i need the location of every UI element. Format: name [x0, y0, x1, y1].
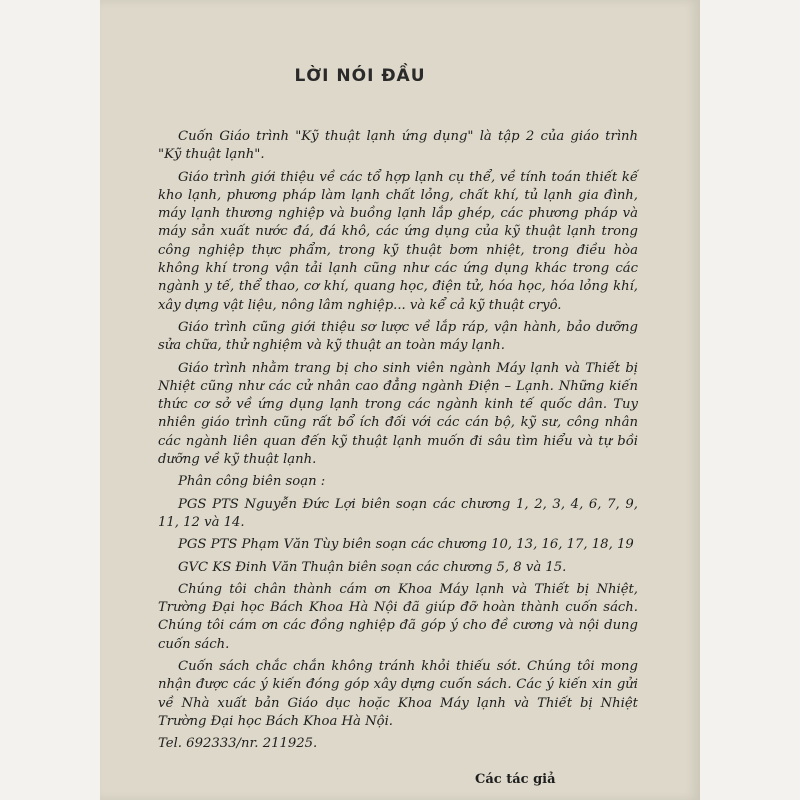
background-right — [700, 0, 800, 800]
paragraph-audience: Giáo trình nhằm trang bị cho sinh viên ngành Máy lạnh và Thiết bị Nhiệt cũng như các cử nhân cao đẳng ngành Điện – Lạnh. Những kiến thức cơ sở về ứng dụng lạnh trong các ngành kinh tế quốc dân. Tuy nhiên giáo trình cũng rất bổ ích đối với các cán bộ, kỹ sư, công nhân các ngành liên quan đến kỹ thuật lạnh muốn đi sâu tìm hiểu và tự bồi dưỡng về kỹ thuật lạnh. — [158, 360, 638, 468]
page-title: LỜI NÓI ĐẦU — [294, 66, 426, 86]
paragraph-authors-heading: Phân công biên soạn : — [178, 474, 326, 490]
background-left — [0, 0, 100, 800]
paragraph-author-2: PGS PTS Phạm Văn Tùy biên soạn các chương 10, 13, 16, 17, 18, 19 — [178, 537, 634, 553]
paragraph-author-3: GVC KS Đinh Văn Thuận biên soạn các chương 5, 8 và 15. — [178, 559, 567, 575]
paragraph-feedback: Cuốn sách chắc chắn không tránh khỏi thiếu sót. Chúng tôi mong nhận được các ý kiến đóng góp xây dựng cuốn sách. Các ý kiến xin gửi về Nhà xuất bản Giáo dục hoặc Khoa Máy lạnh và Thiết bị Nhiệt Trường Đại học Bách Khoa Hà Nội. — [158, 659, 638, 729]
paragraph-thanks: Chúng tôi chân thành cám ơn Khoa Máy lạnh và Thiết bị Nhiệt, Trường Đại học Bách Khoa Hà Nội đã giúp đỡ hoàn thành cuốn sách. Chúng tôi cám ơn các đồng nghiệp đã góp ý cho đề cương và nội dung cuốn sách. — [158, 581, 638, 652]
book-page — [100, 0, 700, 800]
paragraph-telephone: Tel. 692333/nr. 211925. — [158, 736, 318, 752]
paragraph-maintenance: Giáo trình cũng giới thiệu sơ lược về lắp ráp, vận hành, bảo dưỡng sửa chữa, thử nghiệm và kỹ thuật an toàn máy lạnh. — [158, 319, 638, 354]
paragraph-author-1: PGS PTS Nguyễn Đức Lợi biên soạn các chương 1, 2, 3, 4, 6, 7, 9, 11, 12 và 14. — [158, 496, 638, 530]
signature: Các tác giả — [475, 772, 556, 787]
paragraph-contents: Giáo trình giới thiệu về các tổ hợp lạnh cụ thể, về tính toán thiết kế kho lạnh, phương pháp làm lạnh chất lỏng, chất khí, tủ lạnh gia đình, máy lạnh thương nghiệp và buồng lạnh lắp ghép, các phương pháp và máy sản xuất nước đá, đá khô, các ứng dụng của kỹ thuật lạnh trong công nghiệp thực phẩm, trong kỹ thuật bơm nhiệt, trong điều hòa không khí trong vận tải lạnh cũng như các ứng dụng khác trong các ngành y tế, thể thao, cơ khí, quang học, điện tử, hóa học, hóa lỏng khí, xây dựng vật liệu, nông lâm nghiệp... và kể cả kỹ thuật cryô. — [158, 169, 638, 313]
preface-body — [158, 128, 638, 758]
paragraph-intro: Cuốn Giáo trình "Kỹ thuật lạnh ứng dụng" là tập 2 của giáo trình "Kỹ thuật lạnh". — [158, 129, 638, 163]
